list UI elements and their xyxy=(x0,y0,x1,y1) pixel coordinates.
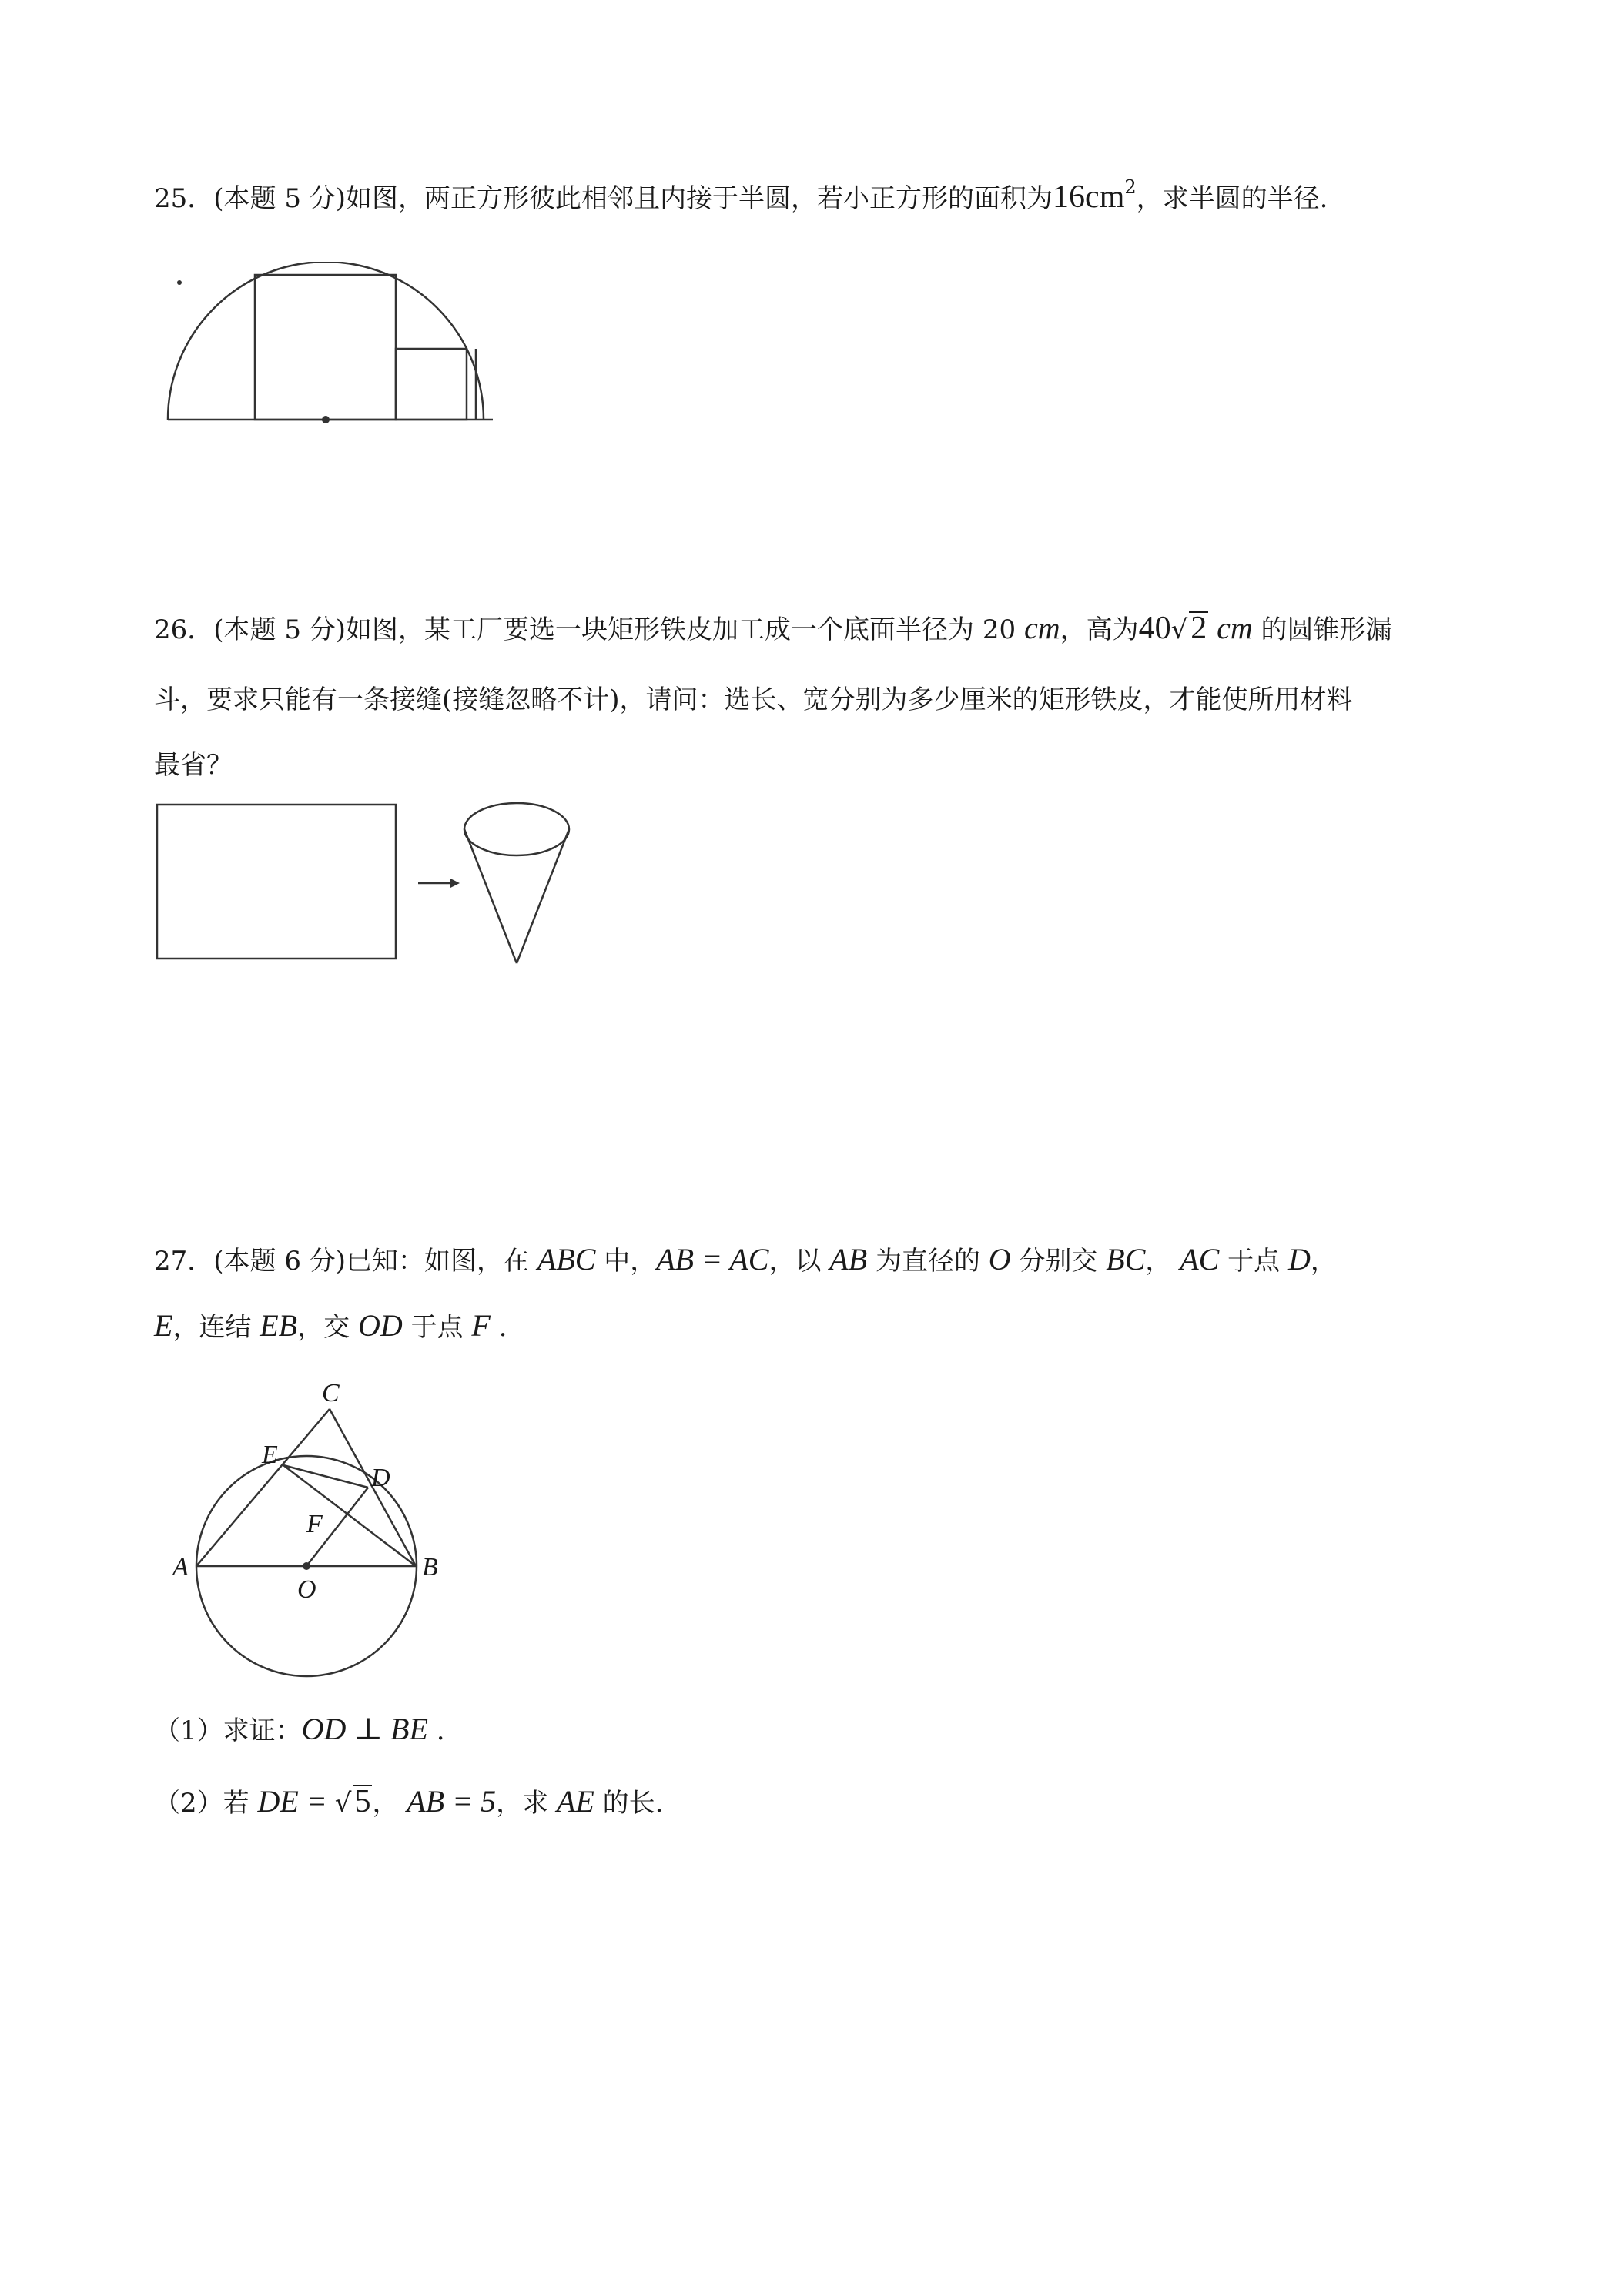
q26-line3: 最省？ xyxy=(154,750,233,781)
q27-part2-radicand: 5 xyxy=(354,1784,371,1819)
q27-part2-mid2: ，求 xyxy=(496,1788,557,1819)
q27-t2: 中， xyxy=(595,1246,657,1277)
q26-line2: 斗，要求只能有一条接缝(接缝忽略不计)，请问：选长、宽分别为多少厘米的矩形铁皮，才能使所用材料 xyxy=(154,684,1353,715)
q25-center-dot xyxy=(322,416,330,423)
q27-o: O xyxy=(988,1242,1011,1277)
q26-text-a: 如图，某工厂要选一块矩形铁皮加工成一个底面半径为 20 xyxy=(346,614,1024,645)
q26-cone-right-edge xyxy=(517,829,569,963)
q27-segment-eb xyxy=(283,1465,416,1566)
q25-large-square xyxy=(255,275,396,420)
q25-text xyxy=(154,176,1328,217)
q26-height-coef: 40 xyxy=(1138,611,1171,646)
q27-radical-sign: √ xyxy=(334,1788,352,1819)
q27-part2-ae: AE xyxy=(556,1784,594,1819)
q27-part2-ab: AB = 5 xyxy=(407,1784,497,1819)
q27-t3: ，以 xyxy=(768,1246,830,1277)
q27-segment-ac xyxy=(196,1409,330,1566)
q25-area-exp: 2 xyxy=(1124,176,1137,198)
q27-part2 xyxy=(154,1783,663,1822)
q27-t10: ，交 xyxy=(297,1312,358,1343)
q27-t8: ， xyxy=(1310,1246,1337,1277)
q27-ab: AB xyxy=(829,1242,868,1277)
q27-circle-figure xyxy=(154,1363,462,1686)
q27-line1 xyxy=(154,1241,1337,1280)
q27-d: D xyxy=(1287,1242,1311,1277)
q27-t12: . xyxy=(490,1312,507,1343)
q27-label-f: F xyxy=(306,1510,323,1538)
q25-number: 25． xyxy=(154,183,214,214)
q27-part2-prefix: （2）若 xyxy=(154,1788,258,1819)
q25-area-value: 16cm xyxy=(1053,179,1125,215)
q27-part2-suffix: 的长. xyxy=(594,1788,664,1819)
q26-unit-cm2: cm xyxy=(1217,611,1253,645)
q26-number: 26． xyxy=(154,614,214,645)
q27-number: 27． xyxy=(154,1246,214,1277)
q27-ac: AC xyxy=(1180,1242,1220,1277)
q25-score: (本题 5 分) xyxy=(213,183,347,214)
q27-part1 xyxy=(154,1711,445,1749)
q27-label-a: A xyxy=(172,1553,189,1581)
q27-triangle: ABC xyxy=(537,1242,596,1277)
q27-label-d: D xyxy=(371,1464,390,1492)
q27-f: F xyxy=(471,1308,491,1343)
q25-text-a: 如图，两正方形彼此相邻且内接于半圆，若小正方形的面积为 xyxy=(346,183,1053,214)
q26-text-b: ，高为 xyxy=(1060,614,1139,645)
q27-bc: BC xyxy=(1106,1242,1146,1277)
q27-label-b: B xyxy=(422,1553,438,1581)
q25-stray-dot xyxy=(177,280,182,285)
q26-height-radicand: 2 xyxy=(1190,611,1207,646)
q27-od: OD xyxy=(357,1308,403,1343)
q27-part1-prefix: （1）求证： xyxy=(154,1715,302,1746)
q27-label-c: C xyxy=(322,1379,340,1407)
q27-label-e: E xyxy=(262,1441,278,1469)
q27-t4: 为直径的 xyxy=(867,1246,989,1277)
q26-line1 xyxy=(154,610,1392,648)
q25-semicircle-arc xyxy=(168,262,484,420)
q27-t9: ，连结 xyxy=(172,1312,260,1343)
q27-label-o: O xyxy=(297,1575,316,1604)
q27-t1: 已知：如图，在 xyxy=(346,1246,537,1277)
q26-figure xyxy=(150,797,581,970)
q27-t11: 于点 xyxy=(402,1312,472,1343)
q27-score: (本题 6 分) xyxy=(213,1246,347,1277)
q27-eb: EB xyxy=(260,1308,298,1343)
q26-cone-left-edge xyxy=(464,829,517,963)
q26-unit-cm1: cm xyxy=(1023,611,1060,645)
q26-radical-sign: √ xyxy=(1170,614,1188,645)
q27-t5: 分别交 xyxy=(1010,1246,1107,1277)
q27-e: E xyxy=(154,1308,173,1343)
q27-part1-math: OD ⊥ BE xyxy=(301,1712,428,1746)
q26-score: (本题 5 分) xyxy=(213,614,347,645)
q27-t7: 于点 xyxy=(1219,1246,1288,1277)
q27-t6: ， xyxy=(1145,1246,1180,1277)
q26-arrow-head xyxy=(450,879,460,888)
q26-text-c: 的圆锥形漏 xyxy=(1252,614,1392,645)
q25-small-square xyxy=(396,349,467,420)
q25-semicircle-figure xyxy=(154,262,508,439)
q27-part1-suffix: . xyxy=(427,1715,445,1746)
q27-part2-de: DE = xyxy=(257,1784,335,1819)
q27-eq1: AB = AC xyxy=(656,1242,769,1277)
q25-text-b: ，求半圆的半径. xyxy=(1136,183,1328,214)
q26-cone-base xyxy=(464,803,569,855)
q27-segment-ed xyxy=(283,1465,368,1488)
q27-part2-mid: ， xyxy=(372,1788,407,1819)
q26-rectangle xyxy=(157,805,396,959)
q27-center-dot xyxy=(303,1562,310,1570)
q27-line2 xyxy=(154,1307,507,1346)
